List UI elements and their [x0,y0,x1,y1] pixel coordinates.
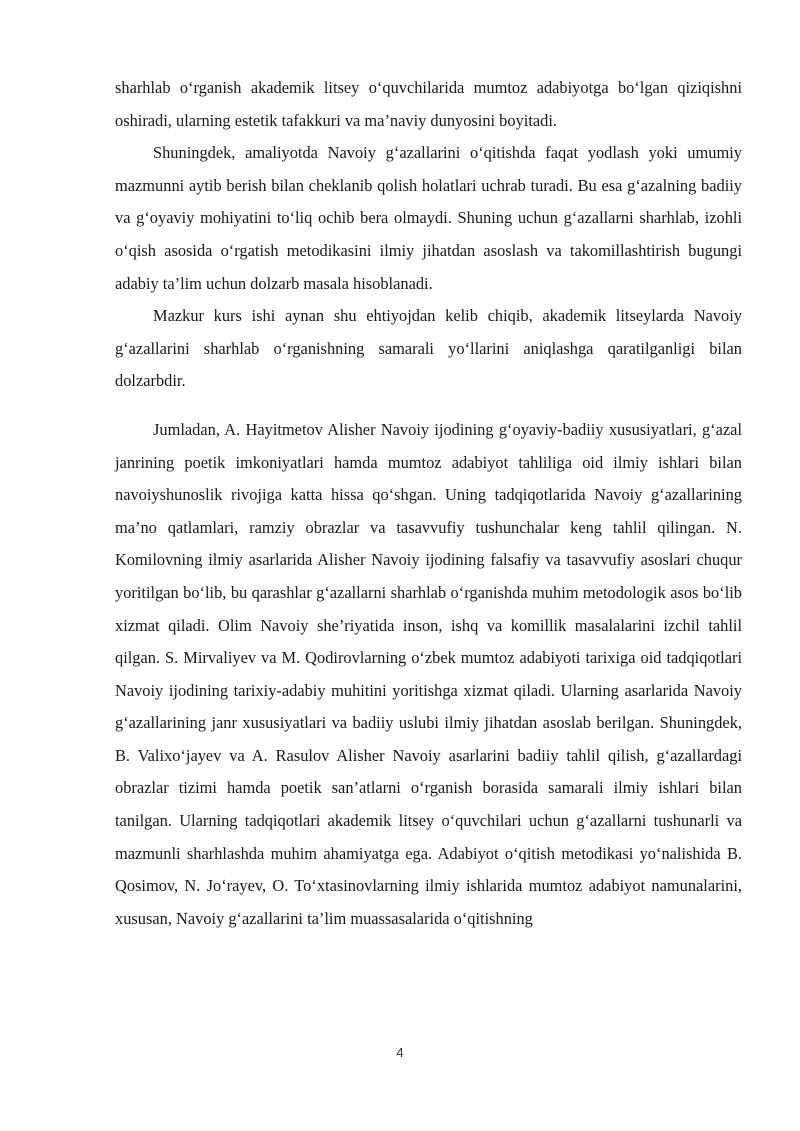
paragraph-literature-review: Jumladan, A. Hayitmetov Alisher Navoiy ijodining g‘oyaviy-badiiy xususiyatlari, g‘azal janrining poetik imkoniyatlari hamda mumtoz adabiyot tahliliga oid ilmiy ishlari bilan navoiyshunoslik rivojiga katta hissa qo‘shgan. Uning tadqiqotlarida Navoiy g‘azallarining ma’no qatlamlari, ramziy obrazlar va tasavvufiy tushunchalar keng tahlil qilingan. N. Komilovning ilmiy asarlarida Alisher Navoiy ijodining falsafiy va tasavvufiy asoslari chuqur yoritilgan bo‘lib, bu qarashlar g‘azallarni sharhlab o‘rganishda muhim metodologik asos bo‘lib xizmat qiladi. Olim Navoiy she’riyatida inson, ishq va komillik masalalarini izchil tahlil qilgan. S. Mirvaliyev va M. Qodirovlarning o‘zbek mumtoz adabiyoti tarixiga oid tadqiqotlari Navoiy ijodining tarixiy-adabiy muhitini yoritishga xizmat qiladi. Ularning asarlarida Navoiy g‘azallarining janr xususiyatlari va badiiy uslubi ilmiy jihatdan asoslab berilgan. Shuningdek, B. Valixo‘jayev va A. Rasulov Alisher Navoiy asarlarini badiiy tahlil qilish, g‘azallardagi obrazlar tizimi hamda poetik san’atlarni o‘rganish borasida samarali ilmiy ishlari bilan tanilgan. Ularning tadqiqotlari akademik litsey o‘quvchilari uchun g‘azallarni tushunarli va mazmunli sharhlashda muhim ahamiyatga ega. Adabiyot o‘qitish metodikasi yo‘nalishida B. Qosimov, N. Jo‘rayev, O. To‘xtasinovlarning ilmiy ishlarida mumtoz adabiyot namunalarini, xususan, Navoiy g‘azallarini ta’lim muassasalarida o‘qitishning [115,419,742,928]
paragraph-continuation: sharhlab o‘rganish akademik litsey o‘quvchilarida mumtoz adabiyotga bo‘lgan qiziqishni oshiradi, ularning estetik tafakkuri va ma’naviy dunyosini boyitadi. [115,78,742,130]
paragraph-relevance: Mazkur kurs ishi aynan shu ehtiyojdan kelib chiqib, akademik litseylarda Navoiy g‘azallarini sharhlab o‘rganishning samarali yo‘llarini aniqlashga qaratilganligi bilan dolzarbdir. [115,306,742,391]
paragraph-practice: Shuningdek, amaliyotda Navoiy g‘azallarini o‘qitishda faqat yodlash yoki umumiy mazmunni aytib berish bilan cheklanib qolish holatlari uchrab turadi. Bu esa g‘azalning badiiy va g‘oyaviy mohiyatini to‘liq ochib bera olmaydi. Shuning uchun g‘azallarni sharhlab, izohli o‘qish asosida o‘rgatish metodikasini ilmiy jihatdan asoslash va takomillashtirish bugungi adabiy ta’lim uchun dolzarb masala hisoblanadi. [115,143,742,293]
document-page [115,72,742,935]
page-number: 4 [396,1045,404,1060]
